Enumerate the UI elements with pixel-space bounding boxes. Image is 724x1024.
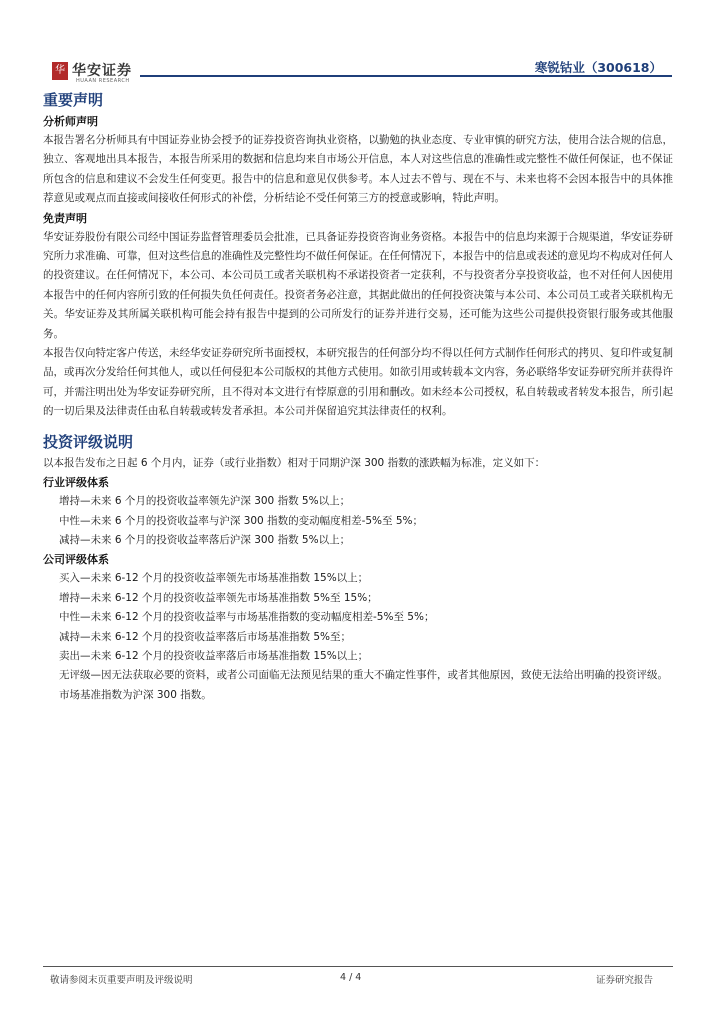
rating-intro: 以本报告发布之日起 6 个月内，证券（或行业指数）相对于同期沪深 300 指数的涨跌幅为标准，定义如下： <box>43 456 546 469</box>
company-ticker: 寒锐钴业（300618） <box>534 60 662 75</box>
logo-name: 华安证券 <box>72 63 132 79</box>
disclaimer-text: 华安证券股份有限公司经中国证券监督管理委员会批准，已具备证券投资咨询业务资格。本报告中的信息均来源于合规渠道，华安证券研究所力求准确、可靠，但对这些信息的准确性及完整性均不做任何保证。在任何情况下，本报告中的信息或表述的意见均不构成对任何人的投资建议。在任何情况下，本公司、本公司员工或者关联机构不承诺投资者一定获利，不与投资者分享投资收益，也不对任何人因使用本报告中的任何内容所引致的任何损失负任何责任。投资者务必注意，其据此做出的任何投资决策与本公司、本公司员工或者关联机构无关。华安证券及其所属关联机构可能会持有报告中提到的公司所发行的证券并进行交易，还可能为这些公司提供投资银行服务或其他服务。 <box>43 230 673 340</box>
industry-rating-item: 中性—未来 6 个月的投资收益率与沪深 300 指数的变动幅度相差-5%至 5%； <box>59 514 424 527</box>
disclaimer-heading: 免责声明 <box>43 211 87 225</box>
company-rating-item: 买入—未来 6-12 个月的投资收益率领先市场基准指数 15%以上； <box>59 572 369 585</box>
industry-rating-heading: 行业评级体系 <box>43 476 109 490</box>
section-title-important-notice: 重要声明 <box>43 91 104 109</box>
company-rating-item: 减持—未来 6-12 个月的投资收益率落后市场基准指数 5%至； <box>59 630 351 643</box>
footer-divider <box>43 966 673 967</box>
distribution-notice-text: 本报告仅向特定客户传送，未经华安证券研究所书面授权，本研究报告的任何部分均不得以任何方式制作任何形式的拷贝、复印件或复制品，或再次分发给任何其他人，或以任何侵犯本公司版权的其他方式使用。如欲引用或转载本文内容，务必联络华安证券研究所并获得许可，并需注明出处为华安证券研究所，且不得对本文进行有悖原意的引用和删改。如未经本公司授权，私自转载或者转发本报告，所引起的一切后果及法律责任由私自转载或转发者承担。本公司并保留追究其法律责任的权利。 <box>43 347 673 418</box>
industry-rating-item: 减持—未来 6 个月的投资收益率落后沪深 300 指数 5%以上； <box>59 533 351 546</box>
company-rating-item: 中性—未来 6-12 个月的投资收益率与市场基准指数的变动幅度相差-5%至 5%； <box>59 611 435 624</box>
analyst-statement-text: 本报告署名分析师具有中国证券业协会授予的证券投资咨询执业资格，以勤勉的执业态度、专业审慎的研究方法，使用合法合规的信息，独立、客观地出具本报告，本报告所采用的数据和信息均来自市场公开信息，本人对这些信息的准确性或完整性不做任何保证，也不保证所包含的信息和建议不会发生任何变更。报告中的信息和意见仅供参考。本人过去不曾与、现在不与、未来也将不会因本报告中的具体推荐意见或观点而直接或间接收任何形式的补偿，分析结论不受任何第三方的授意或影响，特此声明。 <box>43 134 673 205</box>
footer-note: 敬请参阅末页重要声明及评级说明 <box>50 975 193 986</box>
logo-english: HUAAN RESEARCH <box>76 78 130 84</box>
industry-rating-item: 增持—未来 6 个月的投资收益率领先沪深 300 指数 5%以上； <box>59 495 351 508</box>
page-number: 4 / 4 <box>340 972 362 983</box>
footer-report-type: 证券研究报告 <box>596 975 654 986</box>
header-divider <box>140 75 672 77</box>
company-rating-item: 卖出—未来 6-12 个月的投资收益率落后市场基准指数 15%以上； <box>59 649 369 662</box>
company-rating-heading: 公司评级体系 <box>43 553 109 567</box>
section-title-rating: 投资评级说明 <box>43 432 134 451</box>
logo-icon: 华 <box>52 62 68 80</box>
main-content <box>43 90 673 705</box>
analyst-statement-heading: 分析师声明 <box>43 115 98 128</box>
company-rating-item: 无评级—因无法获取必要的资料，或者公司面临无法预见结果的重大不确定性事件，或者其他原因，致使无法给出明确的投资评级。市场基准指数为沪深 300 指数。 <box>59 669 668 701</box>
page-header <box>0 0 724 84</box>
company-rating-item: 增持—未来 6-12 个月的投资收益率领先市场基准指数 5%至 15%； <box>59 591 378 604</box>
